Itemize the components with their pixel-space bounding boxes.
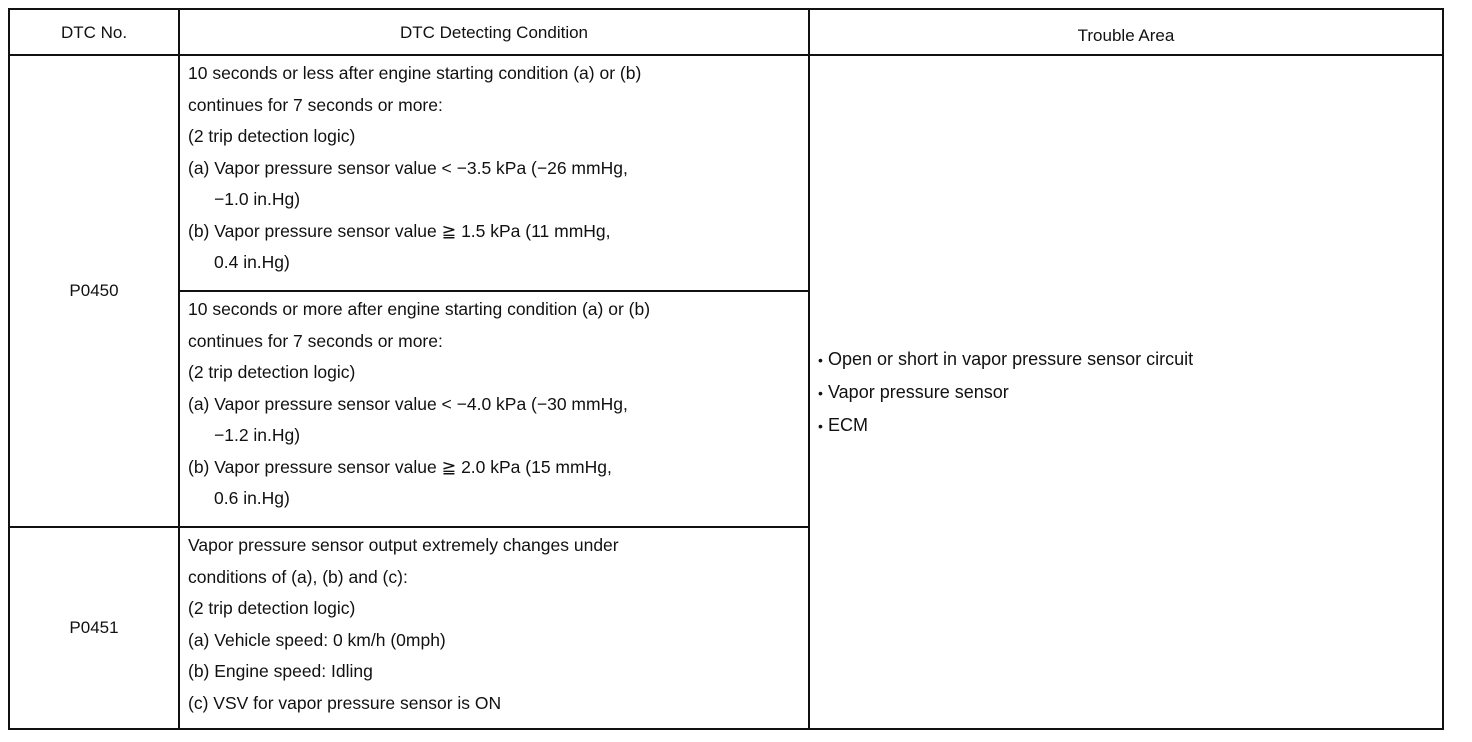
trouble-area-item: • Open or short in vapor pressure sensor circuit bbox=[818, 343, 1434, 376]
condition-line: (2 trip detection logic) bbox=[188, 598, 356, 618]
bullet-icon: • bbox=[818, 351, 823, 368]
condition-line: conditions of (a), (b) and (c): bbox=[188, 566, 408, 587]
condition-line: (b) Engine speed: Idling bbox=[188, 661, 373, 681]
condition-line: (c) VSV for vapor pressure sensor is ON bbox=[188, 692, 502, 713]
header-dtc-no: DTC No. bbox=[9, 9, 179, 55]
condition-line: −1.2 in.Hg) bbox=[214, 425, 301, 445]
dtc-table bbox=[8, 8, 1444, 730]
bullet-icon: • bbox=[818, 384, 823, 401]
condition-line: (a) Vapor pressure sensor value < −3.5 kPa (−26 mmHg, bbox=[188, 157, 628, 178]
condition-line: (a) Vehicle speed: 0 km/h (0mph) bbox=[188, 629, 446, 650]
condition-cell bbox=[179, 291, 809, 527]
dtc-document-page bbox=[8, 8, 1442, 728]
bullet-icon: • bbox=[818, 417, 823, 434]
condition-line: 0.4 in.Hg) bbox=[214, 252, 290, 272]
condition-line: continues for 7 seconds or more: bbox=[188, 94, 443, 115]
dtc-code-cell: P0450 bbox=[9, 55, 179, 527]
condition-line: (2 trip detection logic) bbox=[188, 126, 356, 146]
header-row bbox=[9, 9, 1443, 55]
condition-cell bbox=[179, 527, 809, 729]
condition-line: (b) Vapor pressure sensor value ≧ 2.0 kPa (15 mmHg, bbox=[188, 456, 612, 477]
table-row bbox=[9, 55, 1443, 291]
condition-line: (b) Vapor pressure sensor value ≧ 1.5 kPa (11 mmHg, bbox=[188, 220, 611, 241]
condition-line: 0.6 in.Hg) bbox=[214, 488, 290, 508]
header-trouble-area: Trouble Area bbox=[809, 9, 1443, 55]
condition-line: −1.0 in.Hg) bbox=[214, 189, 301, 209]
condition-line: 10 seconds or more after engine starting condition (a) or (b) bbox=[188, 299, 651, 319]
header-condition: DTC Detecting Condition bbox=[179, 9, 809, 55]
condition-line: (2 trip detection logic) bbox=[188, 362, 356, 382]
dtc-code-cell: P0451 bbox=[9, 527, 179, 729]
condition-line: (a) Vapor pressure sensor value < −4.0 kPa (−30 mmHg, bbox=[188, 393, 628, 414]
condition-cell bbox=[179, 55, 809, 291]
condition-line: continues for 7 seconds or more: bbox=[188, 330, 443, 351]
trouble-area-item: • Vapor pressure sensor bbox=[818, 376, 1434, 409]
condition-line: Vapor pressure sensor output extremely changes under bbox=[188, 535, 619, 555]
condition-line: 10 seconds or less after engine starting condition (a) or (b) bbox=[188, 63, 642, 83]
trouble-area-cell bbox=[809, 55, 1443, 729]
trouble-area-item: • ECM bbox=[818, 409, 1434, 442]
